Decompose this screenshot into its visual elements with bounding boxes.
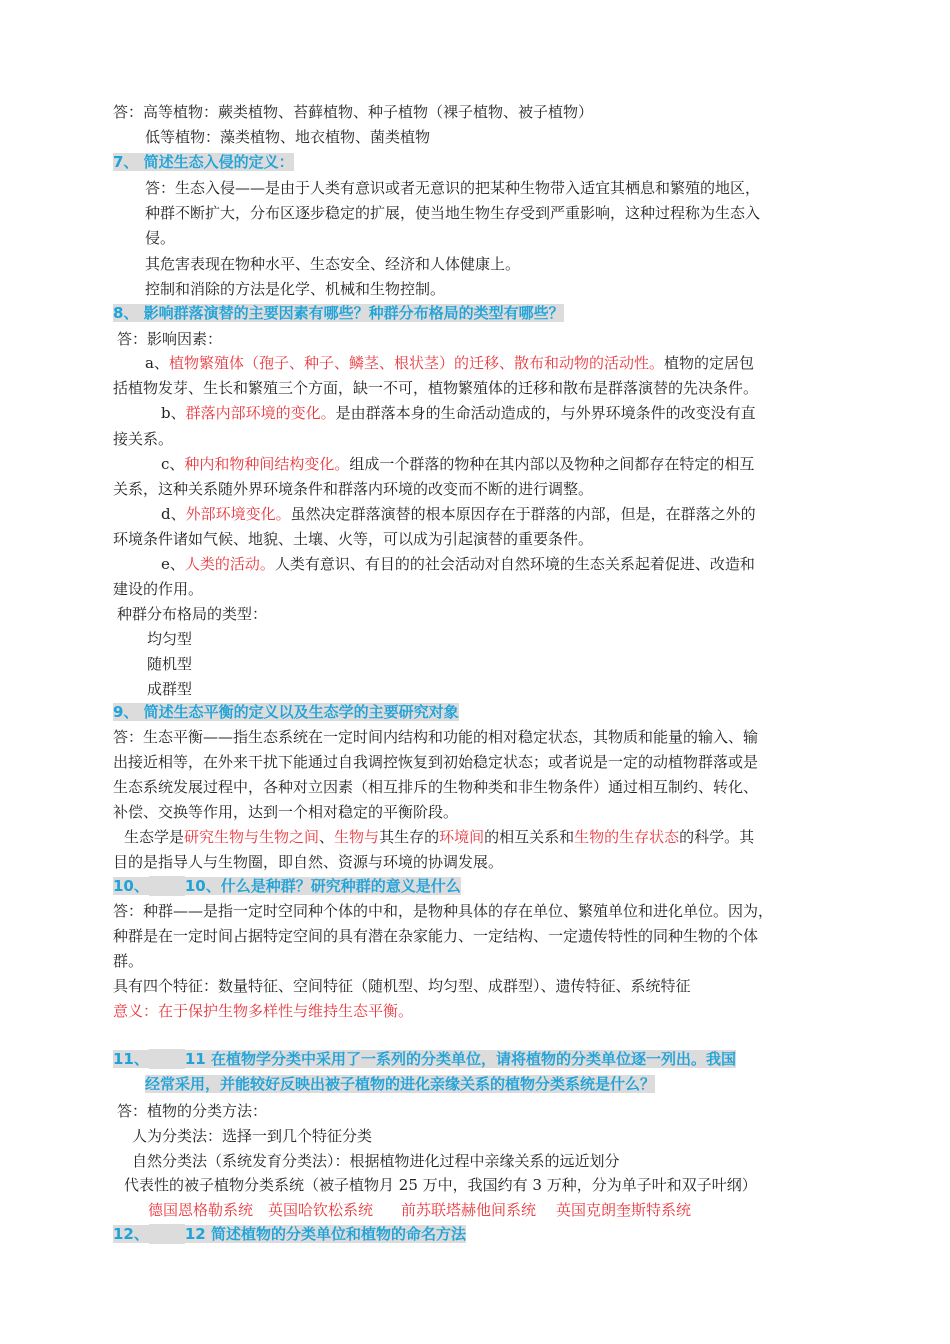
q8-answer-intro: 答：影响因素： <box>117 330 223 348</box>
q8-factor-c <box>161 454 754 474</box>
factor-c-emphasis: 种内和物种间结构变化。 <box>184 455 350 473</box>
eco-text: 的相互关系和 <box>484 828 575 846</box>
question-8-heading-text: 8、 影响群落演替的主要因素有哪些？种群分布格局的类型有哪些？ <box>113 304 564 322</box>
answer-higher-plants: 答：高等植物：蕨类植物、苔藓植物、种子植物（裸子植物、被子植物） <box>113 103 594 121</box>
q8-factor-e <box>161 554 755 574</box>
q8-factor-d-cont: 环境条件诸如气候、地貌、土壤、火等，可以成为引起演替的重要条件。 <box>113 530 594 548</box>
q9-ecology-definition <box>124 827 754 847</box>
q8-factor-b <box>161 403 756 423</box>
q7-answer-line: 控制和消除的方法是化学、机械和生物控制。 <box>145 280 446 298</box>
q7-answer-line: 侵。 <box>145 229 176 247</box>
question-11-number: 11、 <box>113 1050 149 1068</box>
q10-answer-line: 群。 <box>113 952 144 970</box>
q8-factor-d <box>161 504 756 524</box>
q11-answer-line: 自然分类法（系统发育分类法）：根据植物进化过程中亲缘关系的远近划分 <box>132 1152 620 1170</box>
eco-emphasis: 生物与 <box>334 828 380 846</box>
factor-c-text: 组成一个群落的物种在其内部以及物种之间都存在特定的相互 <box>349 455 755 473</box>
q11-systems <box>148 1200 691 1220</box>
factor-e-text: 人类有意识、有目的的社会活动对自然环境的生态关系起着促进、改造和 <box>274 555 755 573</box>
q8-types-title: 种群分布格局的类型： <box>117 605 268 623</box>
question-10-number: 10、 <box>113 877 149 895</box>
q8-factor-b-cont: 接关系。 <box>113 430 174 448</box>
question-12-number: 12、 <box>113 1225 149 1243</box>
question-12-heading-text: 12 简述植物的分类单位和植物的命名方法 <box>184 1225 466 1243</box>
eco-emphasis: 研究生物与生物之间 <box>184 828 320 846</box>
q11-answer-line: 答：植物的分类方法： <box>117 1102 268 1120</box>
question-8-heading <box>113 303 564 323</box>
q8-type-item: 均匀型 <box>147 630 193 648</box>
q9-answer-line: 出接近相等，在外来干扰下能通过自我调控恢复到初始稳定状态；或者说是一定的动植物群落或是 <box>113 753 759 771</box>
q11-answer-line: 代表性的被子植物分类系统（被子植物月 25 万中，我国约有 3 万种，分为单子叶和双子叶纲） <box>124 1176 757 1194</box>
factor-d-prefix: d、 <box>161 505 186 523</box>
eco-text: 的科学。其 <box>679 828 755 846</box>
question-10-heading-text: 10、什么是种群？研究种群的意义是什么 <box>184 877 461 895</box>
q8-factor-a <box>145 353 754 373</box>
question-9-heading <box>113 702 459 722</box>
question-10-heading <box>113 876 461 896</box>
question-7-heading-text: 7、 简述生态入侵的定义： <box>113 153 294 171</box>
q10-answer-line: 答：种群——是指一定时空同种个体的中和，是物种具体的存在单位、繁殖单位和进化单位。因为， <box>113 902 774 920</box>
question-9-heading-text: 9、 简述生态平衡的定义以及生态学的主要研究对象 <box>113 703 459 721</box>
factor-b-emphasis: 群落内部环境的变化。 <box>185 404 336 422</box>
factor-c-prefix: c、 <box>161 455 185 473</box>
answer-lower-plants: 低等植物：藻类植物、地衣植物、菌类植物 <box>145 128 431 146</box>
q8-factor-c-cont: 关系，这种关系随外界环境条件和群落内环境的改变而不断的进行调整。 <box>113 480 594 498</box>
question-12-heading <box>113 1224 466 1244</box>
q7-answer-line: 答：生态入侵——是由于人类有意识或者无意识的把某种生物带入适宜其栖息和繁殖的地区， <box>145 179 761 197</box>
question-11-heading-cont <box>145 1074 655 1094</box>
q8-type-item: 成群型 <box>147 680 193 698</box>
q10-answer-line: 种群是在一定时间占据特定空间的具有潜在杂家能力、一定结构、一定遗传特性的同种生物的个体 <box>113 927 759 945</box>
q9-answer-line: 目的是指导人与生物圈，即自然、资源与环境的协调发展。 <box>113 853 504 871</box>
eco-text: 生态学是 <box>124 828 185 846</box>
factor-e-emphasis: 人类的活动。 <box>184 555 275 573</box>
factor-b-text: 是由群落本身的生命活动造成的，与外界环境条件的改变没有直 <box>335 404 756 422</box>
q9-answer-line: 补偿、交换等作用，达到一个相对稳定的平衡阶段。 <box>113 803 459 821</box>
q7-answer-line: 其危害表现在物种水平、生态安全、经济和人体健康上。 <box>145 255 521 273</box>
system-item: 德国恩格勒系统 <box>148 1201 254 1219</box>
factor-d-emphasis: 外部环境变化。 <box>185 505 291 523</box>
system-item: 英国哈钦松系统 <box>268 1201 374 1219</box>
q10-answer-line: 具有四个特征：数量特征、空间特征（随机型、均匀型、成群型）、遗传特征、系统特征 <box>113 977 691 995</box>
factor-e-prefix: e、 <box>161 555 185 573</box>
q9-answer-line: 生态系统发展过程中，各种对立因素（相互排斥的生物种类和非生物条件）通过相互制约、转化、 <box>113 778 759 796</box>
factor-a-emphasis: 植物繁殖体（孢子、种子、鳞茎、根状茎）的迁移、散布和动物的活动性。 <box>168 354 664 372</box>
eco-emphasis: 环境间 <box>439 828 485 846</box>
q8-type-item: 随机型 <box>147 655 193 673</box>
q11-answer-line: 人为分类法：选择一到几个特征分类 <box>132 1127 373 1145</box>
factor-b-prefix: b、 <box>161 404 186 422</box>
q7-answer-line: 种群不断扩大，分布区逐步稳定的扩展，使当地生物生存受到严重影响，这种过程称为生态入 <box>145 204 761 222</box>
question-11-heading-text: 11 在植物学分类中采用了一系列的分类单位，请将植物的分类单位逐一列出。我国 <box>184 1050 736 1068</box>
q9-answer-line: 答：生态平衡——指生态系统在一定时间内结构和功能的相对稳定状态，其物质和能量的输入、输 <box>113 728 759 746</box>
q8-factor-a-cont: 括植物发芽、生长和繁殖三个方面，缺一不可，植物繁殖体的迁移和散布是群落演替的先决条件。 <box>113 379 759 397</box>
question-7-heading <box>113 152 294 172</box>
question-11-heading <box>113 1049 736 1069</box>
eco-text: 其生存的 <box>379 828 440 846</box>
question-11-heading-text2: 经常采用，并能较好反映出被子植物的进化亲缘关系的植物分类系统是什么？ <box>145 1075 656 1093</box>
eco-text: 、 <box>319 828 335 846</box>
system-item: 英国克朗奎斯特系统 <box>556 1201 692 1219</box>
factor-a-prefix: a、 <box>145 354 169 372</box>
system-item: 前苏联塔赫他间系统 <box>401 1201 537 1219</box>
q8-factor-e-cont: 建设的作用。 <box>113 580 204 598</box>
eco-emphasis: 生物的生存状态 <box>574 828 680 846</box>
factor-d-text: 虽然决定群落演替的根本原因存在于群落的内部，但是，在群落之外的 <box>290 505 756 523</box>
factor-a-text: 植物的定居包 <box>663 354 754 372</box>
q10-meaning: 意义：在于保护生物多样性与维持生态平衡。 <box>113 1002 414 1020</box>
